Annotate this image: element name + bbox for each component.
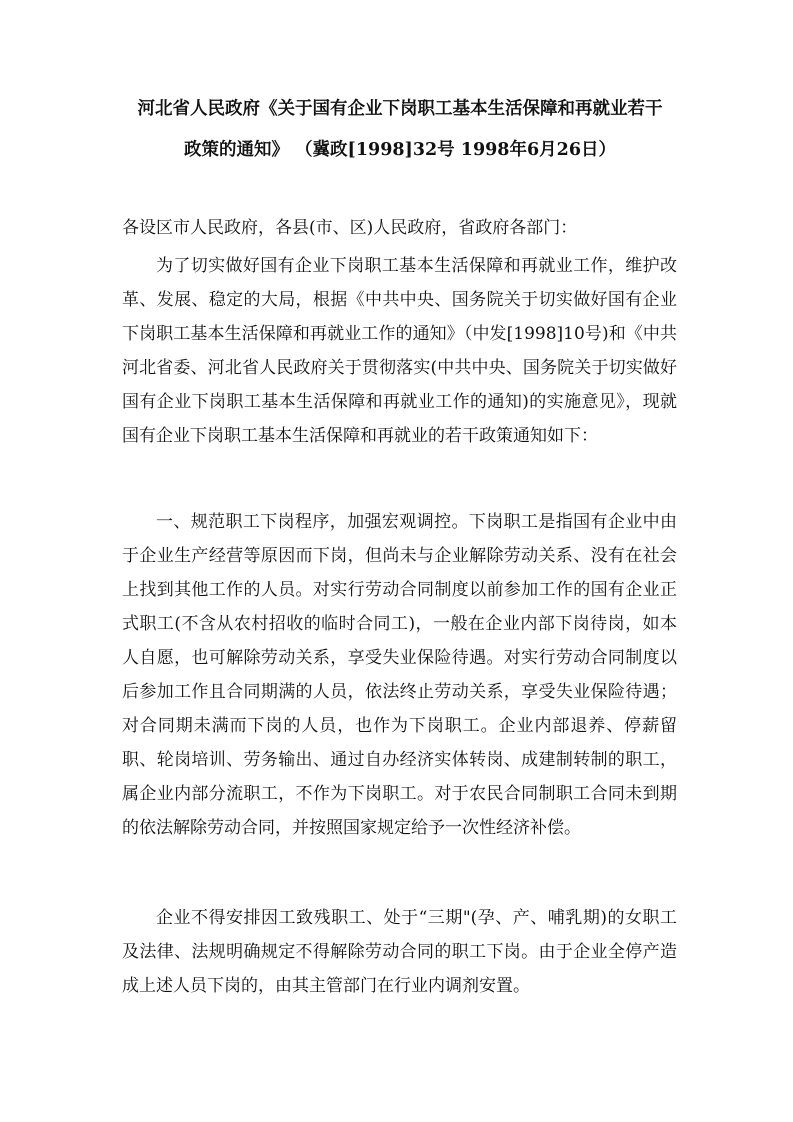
document-title-line-1: 河北省人民政府《关于国有企业下岗职工基本生活保障和再就业若干: [137, 99, 663, 119]
salutation: 各设区市人民政府，各县(市、区)人民政府，省政府各部门：: [122, 218, 578, 238]
document-title-line-2: 政策的通知》 （冀政[1998]32号 1998年6月26日）: [183, 140, 617, 160]
body-paragraph-2: 一、规范职工下岗程序，加强宏观调控。下岗职工是指国有企业中由于企业生产经营等原因而下岗，但尚未与企业解除劳动关系、没有在社会上找到其他工作的人员。对实行劳动合同制度以前参加工作的国有企业正式职工(不含从农村招收的临时合同工)，一般在企业内部下岗待岗，如本人自愿，也可解除劳动关系，享受失业保险待遇。对实行劳动合同制度以后参加工作且合同期满的人员，依法终止劳动关系，享受失业保险待遇；对合同期未满而下岗的人员，也作为下岗职工。企业内部退养、停薪留职、轮岗培训、劳务输出、通过自办经济实体转岗、成建制转制的职工，属企业内部分流职工，不作为下岗职工。对于农民合同制职工合同未到期的依法解除劳动合同，并按照国家规定给予一次性经济补偿。: [122, 512, 677, 838]
body-paragraph-1: 为了切实做好国有企业下岗职工基本生活保障和再就业工作，维护改革、发展、稳定的大局，根据《中共中央、国务院关于切实做好国有企业下岗职工基本生活保障和再就业工作的通知》（中发[1998]10号)和《中共河北省委、河北省人民政府关于贯彻落实(中共中央、国务院关于切实做好国有企业下岗职工基本生活保障和再就业工作的通知)的实施意见》，现就国有企业下岗职工基本生活保障和再就业的若干政策通知如下：: [122, 256, 677, 446]
body-paragraph-3: 企业不得安排因工致残职工、处于“三期"(孕、产、哺乳期)的女职工及法律、法规明确规定不得解除劳动合同的职工下岗。由于企业全停产造成上述人员下岗的，由其主管部门在行业内调剂安置。: [122, 908, 677, 996]
